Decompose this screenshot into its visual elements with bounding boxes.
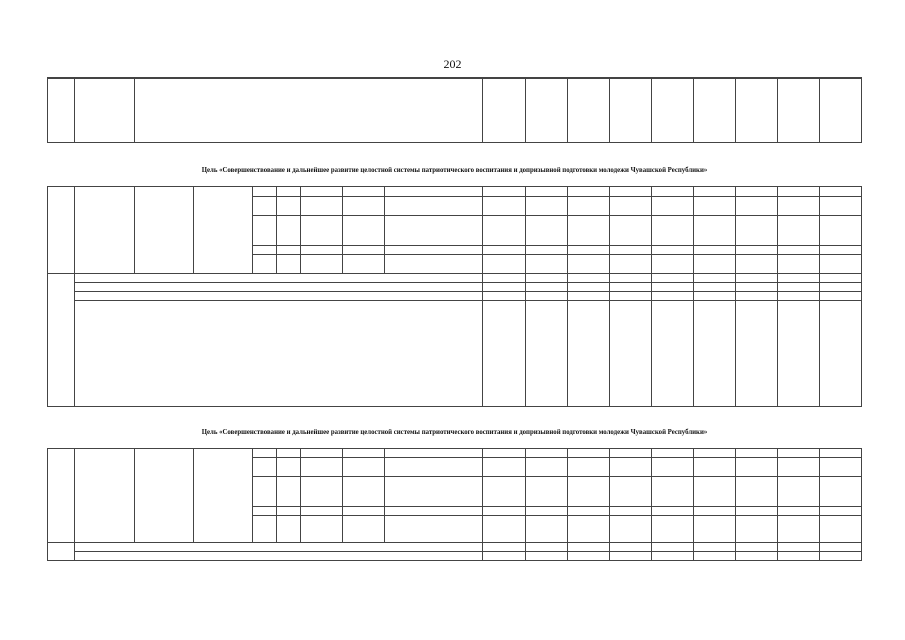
indicator-text: [75, 301, 483, 407]
funding-value: [819, 246, 861, 255]
section-executor: [194, 187, 253, 274]
code-cell: [301, 255, 343, 274]
funding-value: [609, 516, 651, 543]
funding-value: [777, 516, 819, 543]
funding-value: [819, 516, 861, 543]
funding-value: [777, 449, 819, 458]
code-cell: [343, 255, 385, 274]
goal-heading-2: Цель «Совершенствование и дальнейшее развитие целостной системы патриотического воспитания и допризывной подготовки молодежи Чувашской Республики»: [201, 429, 708, 436]
indicator-value: [609, 292, 651, 301]
indicator-value: [819, 301, 861, 407]
funding-value: [819, 477, 861, 507]
indicator-value: [567, 283, 609, 292]
funding-value: [693, 516, 735, 543]
section-name: [75, 449, 135, 543]
indicator-value: [567, 552, 609, 561]
funding-value: [735, 255, 777, 274]
funding-value: [777, 477, 819, 507]
funding-source: [385, 516, 483, 543]
code-cell: [253, 187, 277, 197]
empty-cell: [651, 79, 693, 143]
funding-value: [567, 255, 609, 274]
indicator-value: [819, 552, 861, 561]
funding-source: [385, 216, 483, 246]
indicator-value: [735, 301, 777, 407]
empty-cell: [735, 79, 777, 143]
indicator-value: [777, 301, 819, 407]
funding-value: [567, 516, 609, 543]
funding-value: [693, 197, 735, 216]
funding-value: [693, 255, 735, 274]
code-cell: [301, 187, 343, 197]
funding-value: [525, 507, 567, 516]
funding-value: [819, 449, 861, 458]
funding-value: [819, 187, 861, 197]
funding-value: [693, 458, 735, 477]
code-cell: [343, 507, 385, 516]
code-cell: [253, 458, 277, 477]
funding-value: [693, 216, 735, 246]
indicator-value: [819, 292, 861, 301]
indicator-row: [48, 274, 862, 283]
indicator-value: [609, 274, 651, 283]
indicator-text: [75, 543, 483, 552]
code-cell: [277, 255, 301, 274]
funding-value: [735, 458, 777, 477]
indicator-value: [483, 543, 525, 552]
code-cell: [277, 187, 301, 197]
funding-value: [651, 516, 693, 543]
funding-value: [483, 458, 525, 477]
indicator-value: [651, 292, 693, 301]
funding-value: [567, 197, 609, 216]
indicator-value: [567, 292, 609, 301]
funding-value: [819, 197, 861, 216]
indicator-value: [651, 543, 693, 552]
indicator-value: [483, 292, 525, 301]
funding-value: [525, 216, 567, 246]
indicator-value: [693, 543, 735, 552]
funding-value: [525, 197, 567, 216]
funding-value: [819, 458, 861, 477]
funding-source: [385, 187, 483, 197]
code-cell: [343, 449, 385, 458]
funding-value: [651, 255, 693, 274]
indicator-value: [609, 552, 651, 561]
funding-value: [525, 187, 567, 197]
empty-cell: [693, 79, 735, 143]
section-label: [48, 187, 75, 274]
code-cell: [253, 216, 277, 246]
indicator-value: [483, 301, 525, 407]
funding-source: [385, 458, 483, 477]
funding-value: [651, 458, 693, 477]
indicator-row: [48, 283, 862, 292]
top-block-row: [48, 79, 862, 143]
funding-value: [735, 507, 777, 516]
code-cell: [301, 458, 343, 477]
empty-cell: [525, 79, 567, 143]
code-cell: [253, 449, 277, 458]
funding-value: [777, 216, 819, 246]
indicator-value: [693, 301, 735, 407]
indicator-value: [693, 292, 735, 301]
funding-value: [777, 246, 819, 255]
indicator-value: [693, 552, 735, 561]
indicator-row: [48, 301, 862, 407]
funding-value: [651, 246, 693, 255]
funding-value: [609, 246, 651, 255]
indicator-value: [525, 274, 567, 283]
code-cell: [253, 507, 277, 516]
funding-value: [693, 246, 735, 255]
funding-value: [693, 477, 735, 507]
funding-value: [567, 187, 609, 197]
empty-cell: [483, 79, 525, 143]
indicator-value: [651, 552, 693, 561]
funding-value: [735, 216, 777, 246]
funding-value: [819, 507, 861, 516]
indicator-value: [525, 301, 567, 407]
program-table-section4: [47, 448, 862, 561]
indicator-value: [735, 552, 777, 561]
section-name: [75, 187, 135, 274]
code-cell: [343, 187, 385, 197]
funding-value: [693, 507, 735, 516]
funding-value: [609, 197, 651, 216]
indicator-row: [48, 292, 862, 301]
funding-value: [567, 216, 609, 246]
funding-value: [525, 255, 567, 274]
funding-value: [567, 458, 609, 477]
indicator-value: [819, 274, 861, 283]
indicator-value: [777, 552, 819, 561]
funding-value: [735, 477, 777, 507]
funding-value: [567, 246, 609, 255]
funding-value: [735, 246, 777, 255]
funding-value: [609, 255, 651, 274]
funding-source: [385, 255, 483, 274]
funding-value: [609, 449, 651, 458]
indicator-value: [567, 301, 609, 407]
funding-value: [651, 477, 693, 507]
program-table-part1: [47, 77, 862, 143]
indicator-value: [483, 274, 525, 283]
empty-cell: [819, 79, 861, 143]
indicator-value: [735, 274, 777, 283]
indicator-value: [567, 274, 609, 283]
indicator-value: [777, 543, 819, 552]
code-cell: [343, 197, 385, 216]
funding-row: [48, 187, 862, 197]
empty-cell: [75, 79, 135, 143]
code-cell: [253, 197, 277, 216]
funding-value: [609, 187, 651, 197]
funding-value: [483, 246, 525, 255]
funding-value: [777, 255, 819, 274]
indicator-value: [651, 301, 693, 407]
code-cell: [277, 516, 301, 543]
funding-value: [693, 187, 735, 197]
funding-value: [483, 187, 525, 197]
indicator-text: [75, 274, 483, 283]
funding-value: [483, 507, 525, 516]
indicator-text: [75, 552, 483, 561]
funding-value: [567, 477, 609, 507]
indicator-text: [75, 283, 483, 292]
code-cell: [301, 516, 343, 543]
indicator-value: [735, 283, 777, 292]
code-cell: [301, 449, 343, 458]
code-cell: [277, 197, 301, 216]
funding-value: [609, 458, 651, 477]
funding-value: [567, 507, 609, 516]
code-cell: [343, 458, 385, 477]
section-executor: [194, 449, 253, 543]
funding-value: [609, 477, 651, 507]
funding-value: [651, 449, 693, 458]
funding-value: [483, 255, 525, 274]
section-description: [135, 187, 194, 274]
indicator-value: [777, 283, 819, 292]
indicator-value: [735, 543, 777, 552]
code-cell: [343, 477, 385, 507]
section-description: [135, 449, 194, 543]
indicator-row: [48, 543, 862, 552]
code-cell: [343, 216, 385, 246]
funding-source: [385, 246, 483, 255]
funding-value: [777, 197, 819, 216]
code-cell: [277, 477, 301, 507]
goal-heading-1: Цель «Совершенствование и дальнейшее развитие целостной системы патриотического воспитания и допризывной подготовки молодежи Чувашской Республики»: [201, 167, 708, 174]
indicator-value: [819, 543, 861, 552]
funding-value: [777, 187, 819, 197]
top-block-label: [48, 79, 75, 143]
indicator-value: [651, 283, 693, 292]
indicator-value: [525, 552, 567, 561]
code-cell: [277, 458, 301, 477]
funding-value: [819, 255, 861, 274]
code-cell: [277, 507, 301, 516]
funding-value: [609, 216, 651, 246]
funding-value: [651, 507, 693, 516]
code-cell: [253, 246, 277, 255]
funding-value: [651, 216, 693, 246]
indicator-value: [819, 283, 861, 292]
funding-value: [735, 449, 777, 458]
funding-value: [735, 197, 777, 216]
funding-value: [777, 458, 819, 477]
funding-value: [483, 216, 525, 246]
empty-cell: [609, 79, 651, 143]
funding-value: [777, 507, 819, 516]
indicator-value: [777, 274, 819, 283]
code-cell: [343, 516, 385, 543]
indicators-label: [48, 543, 75, 561]
funding-value: [567, 449, 609, 458]
funding-value: [735, 187, 777, 197]
funding-row: [48, 449, 862, 458]
funding-value: [483, 197, 525, 216]
code-cell: [301, 197, 343, 216]
indicator-value: [609, 543, 651, 552]
page-number: 202: [443, 57, 462, 71]
code-cell: [301, 507, 343, 516]
code-cell: [301, 246, 343, 255]
empty-cell: [777, 79, 819, 143]
code-cell: [301, 477, 343, 507]
indicator-value: [693, 283, 735, 292]
funding-source: [385, 477, 483, 507]
indicator-value: [735, 292, 777, 301]
empty-cell: [135, 79, 483, 143]
indicator-value: [483, 552, 525, 561]
program-table-section3: [47, 186, 862, 407]
funding-source: [385, 449, 483, 458]
code-cell: [277, 216, 301, 246]
indicator-value: [609, 301, 651, 407]
indicator-value: [567, 543, 609, 552]
funding-value: [525, 477, 567, 507]
funding-value: [525, 449, 567, 458]
indicator-row: [48, 552, 862, 561]
indicator-value: [651, 274, 693, 283]
funding-value: [525, 516, 567, 543]
indicator-value: [609, 283, 651, 292]
code-cell: [253, 477, 277, 507]
indicator-value: [693, 274, 735, 283]
empty-cell: [567, 79, 609, 143]
code-cell: [253, 516, 277, 543]
funding-value: [525, 246, 567, 255]
indicator-value: [483, 283, 525, 292]
code-cell: [343, 246, 385, 255]
funding-value: [735, 516, 777, 543]
code-cell: [301, 216, 343, 246]
code-cell: [277, 449, 301, 458]
funding-source: [385, 507, 483, 516]
funding-value: [609, 507, 651, 516]
code-cell: [277, 246, 301, 255]
funding-value: [483, 477, 525, 507]
section-label: [48, 449, 75, 543]
funding-value: [819, 216, 861, 246]
indicator-value: [525, 292, 567, 301]
code-cell: [253, 255, 277, 274]
indicator-value: [777, 292, 819, 301]
indicator-value: [525, 283, 567, 292]
funding-value: [651, 197, 693, 216]
funding-value: [693, 449, 735, 458]
indicator-value: [525, 543, 567, 552]
funding-value: [525, 458, 567, 477]
funding-value: [651, 187, 693, 197]
funding-value: [483, 516, 525, 543]
indicators-label: [48, 274, 75, 407]
funding-value: [483, 449, 525, 458]
funding-source: [385, 197, 483, 216]
indicator-text: [75, 292, 483, 301]
